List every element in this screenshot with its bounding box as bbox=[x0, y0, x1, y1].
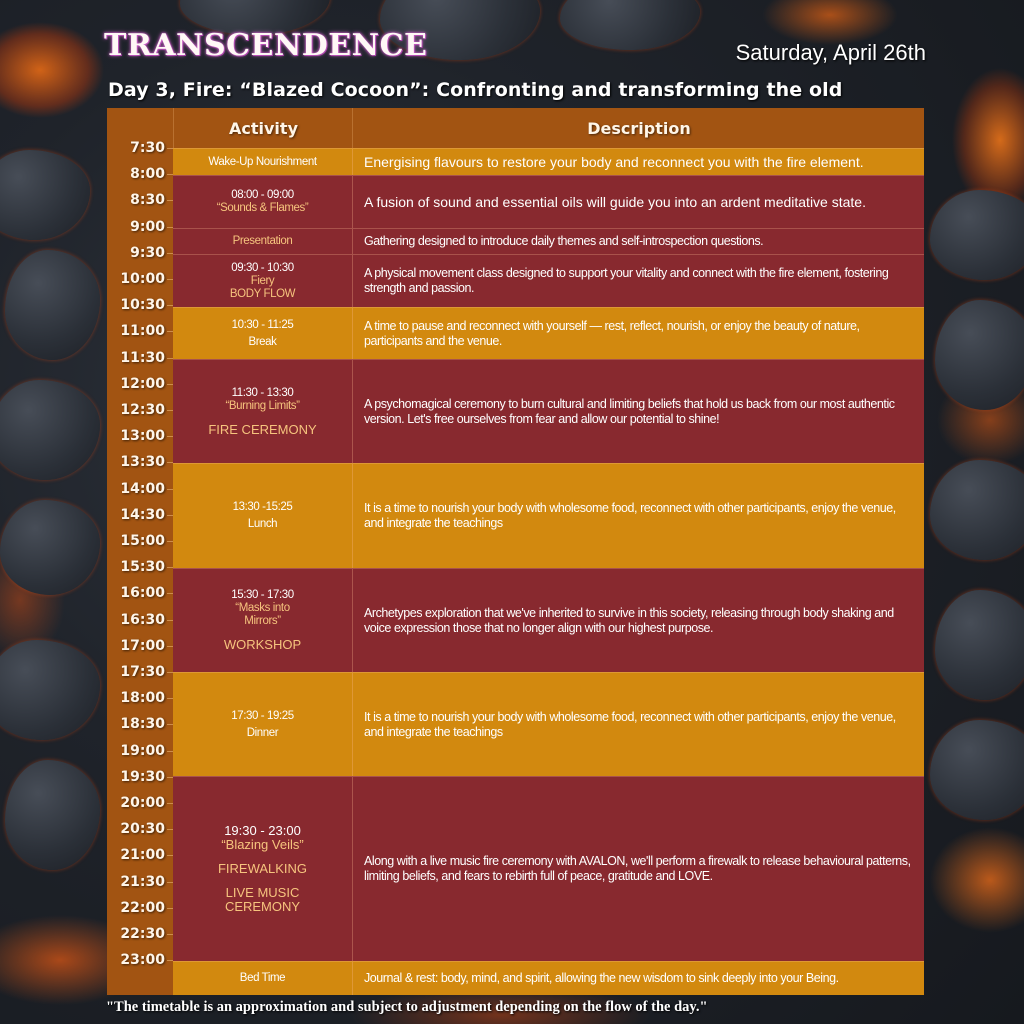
activity-time: 09:30 - 10:30 bbox=[231, 261, 294, 274]
coal-rock bbox=[5, 250, 100, 360]
schedule-row-dinner bbox=[173, 672, 924, 776]
schedule-row-break bbox=[173, 307, 924, 359]
time-tick-label: 16:00 bbox=[120, 585, 165, 602]
activity-cell bbox=[173, 569, 353, 672]
time-tick-label: 10:00 bbox=[120, 271, 165, 287]
schedule-row-bed-time bbox=[173, 961, 924, 995]
schedule-row-blazing-veils bbox=[173, 776, 924, 961]
schedule-row-sounds-flames bbox=[173, 175, 924, 228]
activity-name: Dinner bbox=[246, 726, 279, 739]
column-header-activity: Activity bbox=[173, 108, 353, 148]
time-tick-label: 20:00 bbox=[120, 795, 165, 811]
activity-time: 11:30 - 13:30 bbox=[231, 386, 294, 399]
activity-time: 19:30 - 23:00 bbox=[224, 823, 301, 838]
time-tick-label: 8:30 bbox=[130, 192, 165, 209]
coal-rock bbox=[0, 380, 100, 480]
description-cell: A physical movement class designed to support your vitality and connect with the fire element, fostering strength and passion. bbox=[364, 266, 889, 295]
time-tick-label: 17:00 bbox=[120, 637, 165, 654]
schedule-row-masks-mirrors bbox=[173, 568, 924, 672]
coal-rock bbox=[930, 190, 1024, 280]
activity-name: “Blazing Veils” bbox=[221, 837, 304, 852]
time-tick-label: 10:30 bbox=[120, 297, 165, 314]
time-tick-label: 8:00 bbox=[130, 166, 165, 183]
activity-name: Lunch bbox=[247, 518, 278, 530]
activity-time: 10:30 - 11:25 bbox=[231, 318, 294, 331]
time-tick-label: 21:30 bbox=[120, 873, 165, 890]
schedule-row-lunch bbox=[173, 463, 924, 568]
activity-name: Wake-Up Nourishment bbox=[208, 155, 317, 168]
time-tick-label: 20:30 bbox=[120, 821, 165, 838]
time-tick-label: 12:00 bbox=[120, 375, 165, 392]
activity-subtype: LIVE MUSIC CEREMONY bbox=[224, 885, 301, 914]
activity-name: “Masks into Mirrors” bbox=[235, 602, 290, 627]
time-tick-label: 9:30 bbox=[130, 244, 165, 261]
activity-name: “Sounds & Flames” bbox=[216, 202, 309, 214]
coal-rock bbox=[560, 0, 700, 50]
time-tick-label: 13:00 bbox=[120, 428, 165, 445]
time-tick-label: 15:30 bbox=[120, 559, 165, 576]
activity-name: Fiery bbox=[250, 274, 275, 287]
time-tick-label: 15:00 bbox=[120, 533, 165, 549]
description-cell: A time to pause and reconnect with yourself — rest, reflect, nourish, or enjoy the beauty of nature, participants and the venue. bbox=[364, 318, 860, 348]
description-cell: Energising flavours to restore your body and reconnect you with the fire element. bbox=[364, 153, 864, 170]
coal-rock bbox=[930, 720, 1024, 820]
time-tick-label: 14:30 bbox=[120, 506, 165, 523]
timetable bbox=[107, 108, 924, 995]
event-date: Saturday, April 26th bbox=[735, 40, 926, 65]
column-header-description: Description bbox=[352, 108, 925, 148]
time-tick-label: 14:00 bbox=[120, 480, 165, 497]
time-tick-label: 22:30 bbox=[120, 926, 165, 942]
time-tick-label: 11:30 bbox=[120, 349, 165, 366]
activity-cell bbox=[173, 308, 353, 359]
time-axis bbox=[107, 108, 173, 995]
timetable-disclaimer: "The timetable is an approximation and subject to adjustment depending on the flow of the day." bbox=[106, 999, 708, 1015]
coal-rock bbox=[0, 150, 90, 240]
coal-rock bbox=[5, 760, 100, 870]
coal-rock bbox=[935, 300, 1024, 410]
time-tick-label: 9:00 bbox=[130, 218, 165, 235]
activity-time: 17:30 - 19:25 bbox=[231, 709, 294, 722]
time-tick-label: 11:00 bbox=[120, 323, 165, 340]
day-subtitle: Day 3, Fire: “Blazed Cocoon”: Confronting and transforming the old bbox=[108, 79, 843, 101]
description-cell: Journal & rest: body, mind, and spirit, allowing the new wisdom to sink deeply into your Being. bbox=[364, 971, 839, 985]
coal-rock bbox=[0, 640, 100, 740]
activity-name: Bed Time bbox=[239, 972, 286, 984]
activity-cell bbox=[173, 777, 353, 961]
time-tick-label: 23:00 bbox=[120, 952, 165, 969]
description-cell: Along with a live music fire ceremony with AVALON, we'll perform a firewalk to release behavioural patterns, limiting beliefs, and fears to rebirth full of peace, gratitude and LOVE. bbox=[364, 854, 911, 883]
coal-rock bbox=[935, 590, 1024, 700]
event-title: TRANSCENDENCE bbox=[104, 28, 428, 63]
description-cell: A psychomagical ceremony to burn cultural and limiting beliefs that hold us back from our most authentic version. Let's free ourselves from fear and allow our potential to shine! bbox=[364, 396, 895, 426]
time-tick-label: 21:00 bbox=[120, 847, 165, 864]
activity-cell bbox=[173, 464, 353, 568]
activity-cell bbox=[173, 229, 353, 254]
description-cell: It is a time to nourish your body with wholesome food, reconnect with other participants, enjoy the venue, and integrate the teachings bbox=[364, 501, 896, 530]
activity-name: Break bbox=[248, 335, 277, 348]
schedule-row-presentation bbox=[173, 228, 924, 254]
activity-type: FIREWALKING bbox=[217, 861, 308, 876]
activity-cell bbox=[173, 176, 353, 228]
activity-type: BODY FLOW bbox=[229, 287, 296, 300]
activity-cell bbox=[173, 962, 353, 995]
activity-time: 13:30 -15:25 bbox=[232, 501, 293, 513]
description-cell: A fusion of sound and essential oils will guide you into an ardent meditative state. bbox=[364, 193, 866, 210]
time-tick-label: 17:30 bbox=[120, 664, 165, 680]
coal-rock bbox=[0, 500, 100, 595]
activity-name: “Burning Limits” bbox=[225, 399, 300, 412]
time-tick-label: 18:30 bbox=[120, 716, 165, 733]
schedule-row-burning-limits bbox=[173, 359, 924, 463]
time-tick-label: 16:30 bbox=[120, 611, 165, 628]
activity-time: 08:00 - 09:00 bbox=[231, 189, 294, 201]
activity-cell bbox=[173, 149, 353, 175]
activity-type: FIRE CEREMONY bbox=[208, 421, 317, 437]
time-tick-label: 12:30 bbox=[120, 402, 165, 418]
coal-rock bbox=[930, 460, 1024, 560]
schedule-row-body-flow bbox=[173, 254, 924, 307]
time-tick-label: 7:30 bbox=[130, 140, 165, 156]
activity-type: WORKSHOP bbox=[223, 637, 302, 652]
activity-cell bbox=[173, 360, 353, 463]
time-tick-label: 19:30 bbox=[120, 768, 165, 785]
activity-cell bbox=[173, 255, 353, 307]
description-cell: It is a time to nourish your body with wholesome food, reconnect with other participants, enjoy the venue, and integrate the teachings bbox=[364, 709, 896, 739]
schedule-row-wake-up bbox=[173, 148, 924, 175]
activity-cell bbox=[173, 673, 353, 776]
time-tick-label: 22:00 bbox=[120, 899, 165, 916]
time-tick-label: 19:00 bbox=[120, 742, 165, 759]
time-tick-label: 18:00 bbox=[120, 690, 165, 707]
description-cell: Gathering designed to introduce daily themes and self-introspection questions. bbox=[364, 234, 764, 248]
activity-name: Presentation bbox=[232, 235, 293, 247]
activity-time: 15:30 - 17:30 bbox=[231, 589, 294, 601]
time-tick-label: 13:30 bbox=[120, 454, 165, 471]
description-cell: Archetypes exploration that we've inherited to survive in this society, releasing through body shaking and voice expression those that no longer align with our highest purpose. bbox=[364, 605, 894, 635]
